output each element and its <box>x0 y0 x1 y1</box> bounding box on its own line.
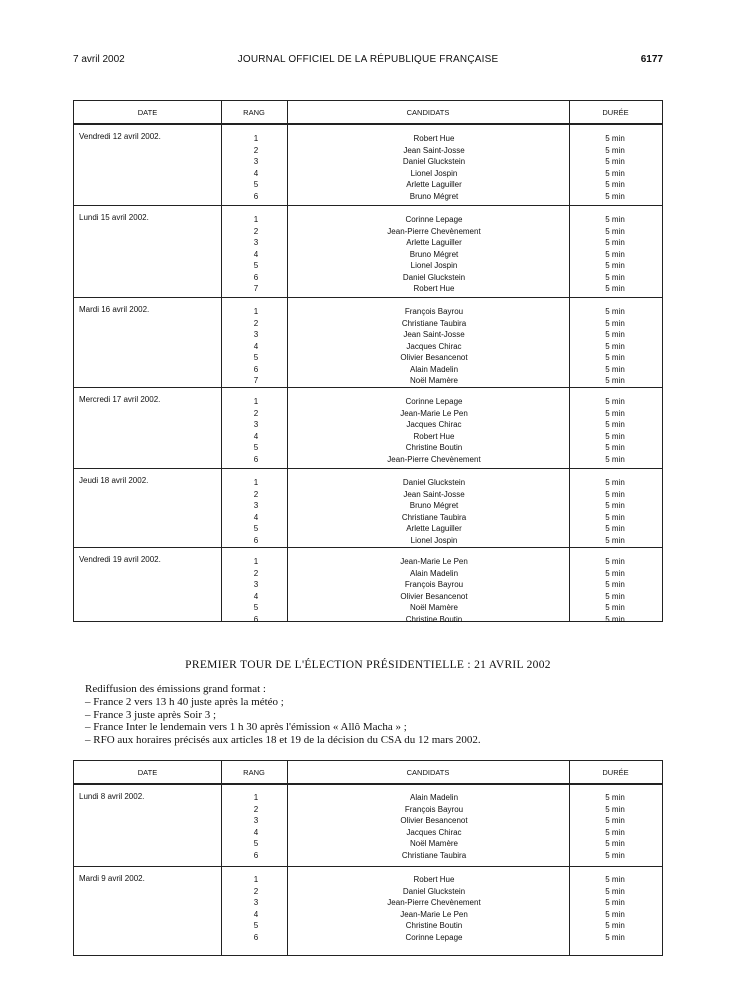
candidate-cell: Bruno Mégret <box>409 501 459 510</box>
candidate-cell: Corinne Lepage <box>405 397 463 406</box>
duration-cell: 5 min <box>605 145 625 155</box>
group-date: Vendredi 19 avril 2002. <box>79 555 161 564</box>
duration-cell: 5 min <box>605 330 625 339</box>
intro-line: – RFO aux horaires précisés aux articles 18 et 19 de la décision du CSA du 12 mars 2002. <box>85 734 481 747</box>
column-header-duration: DURÉE <box>602 768 629 777</box>
rank-cell: 4 <box>253 827 259 837</box>
duration-cell: 5 min <box>605 793 625 802</box>
candidate-cell: Corinne Lepage <box>405 932 463 942</box>
candidate-cell: Robert Hue <box>413 134 455 143</box>
table-row <box>74 500 662 511</box>
duration-cell: 5 min <box>605 364 625 374</box>
table-row <box>74 375 662 386</box>
column-header-rank: RANG <box>243 108 265 117</box>
column-divider <box>287 101 288 621</box>
table-row <box>74 431 662 442</box>
table-row <box>74 283 662 294</box>
duration-cell: 5 min <box>605 614 625 624</box>
candidate-cell: Daniel Gluckstein <box>402 157 466 166</box>
rank-cell: 3 <box>253 501 259 510</box>
table-row <box>74 827 662 838</box>
duration-cell: 5 min <box>605 804 625 814</box>
table-row <box>74 168 662 179</box>
table-row <box>74 477 662 488</box>
table-row <box>74 850 662 861</box>
rank-cell: 1 <box>253 793 259 802</box>
rank-cell: 2 <box>253 804 259 814</box>
duration-cell: 5 min <box>605 478 625 487</box>
duration-cell: 5 min <box>605 168 625 178</box>
duration-cell: 5 min <box>605 501 625 510</box>
rank-cell: 3 <box>253 898 259 907</box>
duration-cell: 5 min <box>605 353 625 362</box>
table-header <box>74 101 662 125</box>
table-row <box>74 191 662 202</box>
column-header-date: DATE <box>137 108 158 117</box>
rank-cell: 4 <box>253 512 259 522</box>
duration-cell: 5 min <box>605 921 625 930</box>
table-row <box>74 897 662 908</box>
rank-cell: 1 <box>253 215 259 224</box>
candidate-cell: Olivier Besancenot <box>400 591 468 601</box>
candidate-cell: Jean-Pierre Chevènement <box>387 898 481 907</box>
candidate-cell: Christine Boutin <box>405 443 463 452</box>
rank-cell: 6 <box>253 850 259 860</box>
date-group <box>74 548 662 624</box>
candidate-cell: Lionel Jospin <box>410 261 458 270</box>
duration-cell: 5 min <box>605 898 625 907</box>
table-row <box>74 920 662 931</box>
date-group <box>74 206 662 298</box>
date-group <box>74 125 662 206</box>
table-row <box>74 512 662 523</box>
rank-cell: 2 <box>253 226 259 236</box>
rank-cell: 7 <box>253 376 259 385</box>
table-row <box>74 364 662 375</box>
candidate-cell: Lionel Jospin <box>410 168 458 178</box>
table-row <box>74 306 662 317</box>
table-row <box>74 579 662 590</box>
intro-line: – France 2 vers 13 h 40 juste après la météo ; <box>85 695 284 708</box>
table-row <box>74 874 662 885</box>
column-divider <box>221 761 222 955</box>
candidate-cell: Daniel Gluckstein <box>402 478 466 487</box>
duration-cell: 5 min <box>605 591 625 601</box>
duration-cell: 5 min <box>605 580 625 589</box>
candidate-cell: Daniel Gluckstein <box>402 272 466 282</box>
candidate-cell: Olivier Besancenot <box>400 816 468 825</box>
candidate-cell: Bruno Mégret <box>409 191 459 201</box>
rank-cell: 1 <box>253 134 259 143</box>
column-divider <box>287 761 288 955</box>
table-row <box>74 145 662 156</box>
duration-cell: 5 min <box>605 272 625 282</box>
candidate-cell: Jacques Chirac <box>406 341 462 351</box>
table-row <box>74 442 662 453</box>
candidate-cell: Jean Saint-Josse <box>403 145 465 155</box>
duration-cell: 5 min <box>605 524 625 533</box>
candidate-cell: Jean Saint-Josse <box>403 330 465 339</box>
duration-cell: 5 min <box>605 512 625 522</box>
section-title: PREMIER TOUR DE L'ÉLECTION PRÉSIDENTIELLE : 21 AVRIL 2002 <box>185 659 551 671</box>
duration-cell: 5 min <box>605 839 625 848</box>
rank-cell: 4 <box>253 909 259 919</box>
duration-cell: 5 min <box>605 284 625 293</box>
rank-cell: 1 <box>253 478 259 487</box>
duration-cell: 5 min <box>605 408 625 418</box>
table-row <box>74 792 662 803</box>
table-header <box>74 761 662 785</box>
rank-cell: 5 <box>253 921 259 930</box>
schedule-table-1 <box>73 100 663 622</box>
rank-cell: 6 <box>253 535 259 545</box>
rank-cell: 7 <box>253 284 259 293</box>
candidate-cell: François Bayrou <box>404 307 464 316</box>
table-row <box>74 237 662 248</box>
duration-cell: 5 min <box>605 557 625 566</box>
rank-cell: 5 <box>253 180 259 189</box>
table-row <box>74 249 662 260</box>
duration-cell: 5 min <box>605 816 625 825</box>
table-row <box>74 419 662 430</box>
table-row <box>74 454 662 465</box>
duration-cell: 5 min <box>605 180 625 189</box>
rank-cell: 2 <box>253 568 259 578</box>
rank-cell: 1 <box>253 875 259 884</box>
table-row <box>74 804 662 815</box>
rank-cell: 5 <box>253 603 259 612</box>
journal-title: JOURNAL OFFICIEL DE LA RÉPUBLIQUE FRANÇAISE <box>237 54 499 65</box>
table-body <box>74 125 662 624</box>
table-row <box>74 179 662 190</box>
group-date: Lundi 8 avril 2002. <box>79 792 145 801</box>
rank-cell: 4 <box>253 341 259 351</box>
duration-cell: 5 min <box>605 215 625 224</box>
candidate-cell: Arlette Laguiller <box>406 238 462 247</box>
table-row <box>74 214 662 225</box>
candidate-cell: Bruno Mégret <box>409 249 459 259</box>
candidate-cell: Olivier Besancenot <box>400 353 468 362</box>
rank-cell: 3 <box>253 330 259 339</box>
candidate-cell: François Bayrou <box>404 804 464 814</box>
rank-cell: 5 <box>253 839 259 848</box>
table-row <box>74 614 662 625</box>
table-body <box>74 785 662 955</box>
rank-cell: 1 <box>253 307 259 316</box>
rank-cell: 4 <box>253 431 259 441</box>
rank-cell: 2 <box>253 489 259 499</box>
rank-cell: 1 <box>253 557 259 566</box>
candidate-cell: Christine Boutin <box>405 614 463 624</box>
intro-line: – France Inter le lendemain vers 1 h 30 après l'émission « Allô Macha » ; <box>85 721 407 734</box>
candidate-cell: Christiane Taubira <box>401 318 467 328</box>
intro-line: – France 3 juste après Soir 3 ; <box>85 708 217 721</box>
date-group <box>74 785 662 867</box>
duration-cell: 5 min <box>605 535 625 545</box>
date-group <box>74 298 662 388</box>
duration-cell: 5 min <box>605 318 625 328</box>
table-row <box>74 341 662 352</box>
rank-cell: 6 <box>253 191 259 201</box>
rank-cell: 5 <box>253 353 259 362</box>
rank-cell: 2 <box>253 408 259 418</box>
duration-cell: 5 min <box>605 568 625 578</box>
duration-cell: 5 min <box>605 909 625 919</box>
rank-cell: 2 <box>253 145 259 155</box>
rank-cell: 5 <box>253 524 259 533</box>
rank-cell: 6 <box>253 364 259 374</box>
candidate-cell: Christiane Taubira <box>401 850 467 860</box>
duration-cell: 5 min <box>605 157 625 166</box>
candidate-cell: Jean-Marie Le Pen <box>400 408 468 418</box>
intro-line: Rediffusion des émissions grand format : <box>85 683 266 695</box>
table-row <box>74 568 662 579</box>
rank-cell: 3 <box>253 420 259 429</box>
rank-cell: 6 <box>253 614 259 624</box>
intro-paragraph <box>85 683 665 747</box>
table-row <box>74 318 662 329</box>
duration-cell: 5 min <box>605 886 625 896</box>
group-date: Mercredi 17 avril 2002. <box>79 395 161 404</box>
date-group <box>74 388 662 469</box>
rank-cell: 4 <box>253 168 259 178</box>
duration-cell: 5 min <box>605 827 625 837</box>
page-number: 6177 <box>640 54 663 65</box>
candidate-cell: Jean Saint-Josse <box>403 489 465 499</box>
table-row <box>74 329 662 340</box>
duration-cell: 5 min <box>605 249 625 259</box>
date-group <box>74 867 662 955</box>
table-row <box>74 523 662 534</box>
rank-cell: 2 <box>253 318 259 328</box>
table-row <box>74 260 662 271</box>
rank-cell: 6 <box>253 454 259 464</box>
rank-cell: 3 <box>253 238 259 247</box>
column-divider <box>569 101 570 621</box>
group-date: Lundi 15 avril 2002. <box>79 213 149 222</box>
table-row <box>74 535 662 546</box>
duration-cell: 5 min <box>605 134 625 143</box>
rank-cell: 4 <box>253 249 259 259</box>
candidate-cell: Jean-Marie Le Pen <box>400 909 468 919</box>
duration-cell: 5 min <box>605 443 625 452</box>
candidate-cell: Jacques Chirac <box>406 420 462 429</box>
duration-cell: 5 min <box>605 397 625 406</box>
candidate-cell: Robert Hue <box>413 284 455 293</box>
rank-cell: 2 <box>253 886 259 896</box>
column-header-rank: RANG <box>243 768 265 777</box>
column-divider <box>569 761 570 955</box>
table-row <box>74 591 662 602</box>
table-row <box>74 272 662 283</box>
table-row <box>74 838 662 849</box>
duration-cell: 5 min <box>605 431 625 441</box>
rank-cell: 3 <box>253 580 259 589</box>
candidate-cell: Noël Mamère <box>409 376 458 385</box>
rank-cell: 1 <box>253 397 259 406</box>
rank-cell: 6 <box>253 272 259 282</box>
duration-cell: 5 min <box>605 420 625 429</box>
duration-cell: 5 min <box>605 191 625 201</box>
candidate-cell: François Bayrou <box>404 580 464 589</box>
candidate-cell: Christine Boutin <box>405 921 463 930</box>
rank-cell: 3 <box>253 816 259 825</box>
table-row <box>74 602 662 613</box>
table-row <box>74 226 662 237</box>
column-header-duration: DURÉE <box>602 108 629 117</box>
duration-cell: 5 min <box>605 489 625 499</box>
duration-cell: 5 min <box>605 850 625 860</box>
header-date: 7 avril 2002 <box>73 54 125 65</box>
duration-cell: 5 min <box>605 454 625 464</box>
candidate-cell: Noël Mamère <box>409 839 458 848</box>
candidate-cell: Daniel Gluckstein <box>402 886 466 896</box>
table-row <box>74 156 662 167</box>
candidate-cell: Jacques Chirac <box>406 827 462 837</box>
duration-cell: 5 min <box>605 603 625 612</box>
duration-cell: 5 min <box>605 226 625 236</box>
duration-cell: 5 min <box>605 238 625 247</box>
candidate-cell: Corinne Lepage <box>405 215 463 224</box>
rank-cell: 6 <box>253 932 259 942</box>
duration-cell: 5 min <box>605 932 625 942</box>
duration-cell: 5 min <box>605 307 625 316</box>
duration-cell: 5 min <box>605 261 625 270</box>
table-row <box>74 556 662 567</box>
candidate-cell: Arlette Laguiller <box>406 524 462 533</box>
table-row <box>74 396 662 407</box>
candidate-cell: Jean-Marie Le Pen <box>400 557 468 566</box>
candidate-cell: Robert Hue <box>413 431 455 441</box>
schedule-table-2 <box>73 760 663 956</box>
table-row <box>74 815 662 826</box>
candidate-cell: Alain Madelin <box>409 364 459 374</box>
table-row <box>74 932 662 943</box>
column-divider <box>221 101 222 621</box>
group-date: Vendredi 12 avril 2002. <box>79 132 161 141</box>
candidate-cell: Lionel Jospin <box>410 535 458 545</box>
column-header-candidates: CANDIDATS <box>406 108 450 117</box>
column-header-date: DATE <box>137 768 158 777</box>
page-header <box>73 54 663 68</box>
table-row <box>74 352 662 363</box>
group-date: Jeudi 18 avril 2002. <box>79 476 149 485</box>
table-row <box>74 489 662 500</box>
table-row <box>74 408 662 419</box>
duration-cell: 5 min <box>605 875 625 884</box>
candidate-cell: Christiane Taubira <box>401 512 467 522</box>
group-date: Mardi 9 avril 2002. <box>79 874 145 883</box>
duration-cell: 5 min <box>605 341 625 351</box>
column-header-candidates: CANDIDATS <box>406 768 450 777</box>
rank-cell: 3 <box>253 157 259 166</box>
candidate-cell: Jean-Pierre Chevènement <box>387 226 481 236</box>
date-group <box>74 469 662 548</box>
candidate-cell: Alain Madelin <box>409 793 459 802</box>
table-row <box>74 909 662 920</box>
duration-cell: 5 min <box>605 376 625 385</box>
candidate-cell: Noël Mamère <box>409 603 458 612</box>
group-date: Mardi 16 avril 2002. <box>79 305 150 314</box>
rank-cell: 4 <box>253 591 259 601</box>
candidate-cell: Robert Hue <box>413 875 455 884</box>
candidate-cell: Arlette Laguiller <box>406 180 462 189</box>
candidate-cell: Jean-Pierre Chevènement <box>387 454 481 464</box>
candidate-cell: Alain Madelin <box>409 568 459 578</box>
table-row <box>74 886 662 897</box>
rank-cell: 5 <box>253 443 259 452</box>
table-row <box>74 133 662 144</box>
rank-cell: 5 <box>253 261 259 270</box>
